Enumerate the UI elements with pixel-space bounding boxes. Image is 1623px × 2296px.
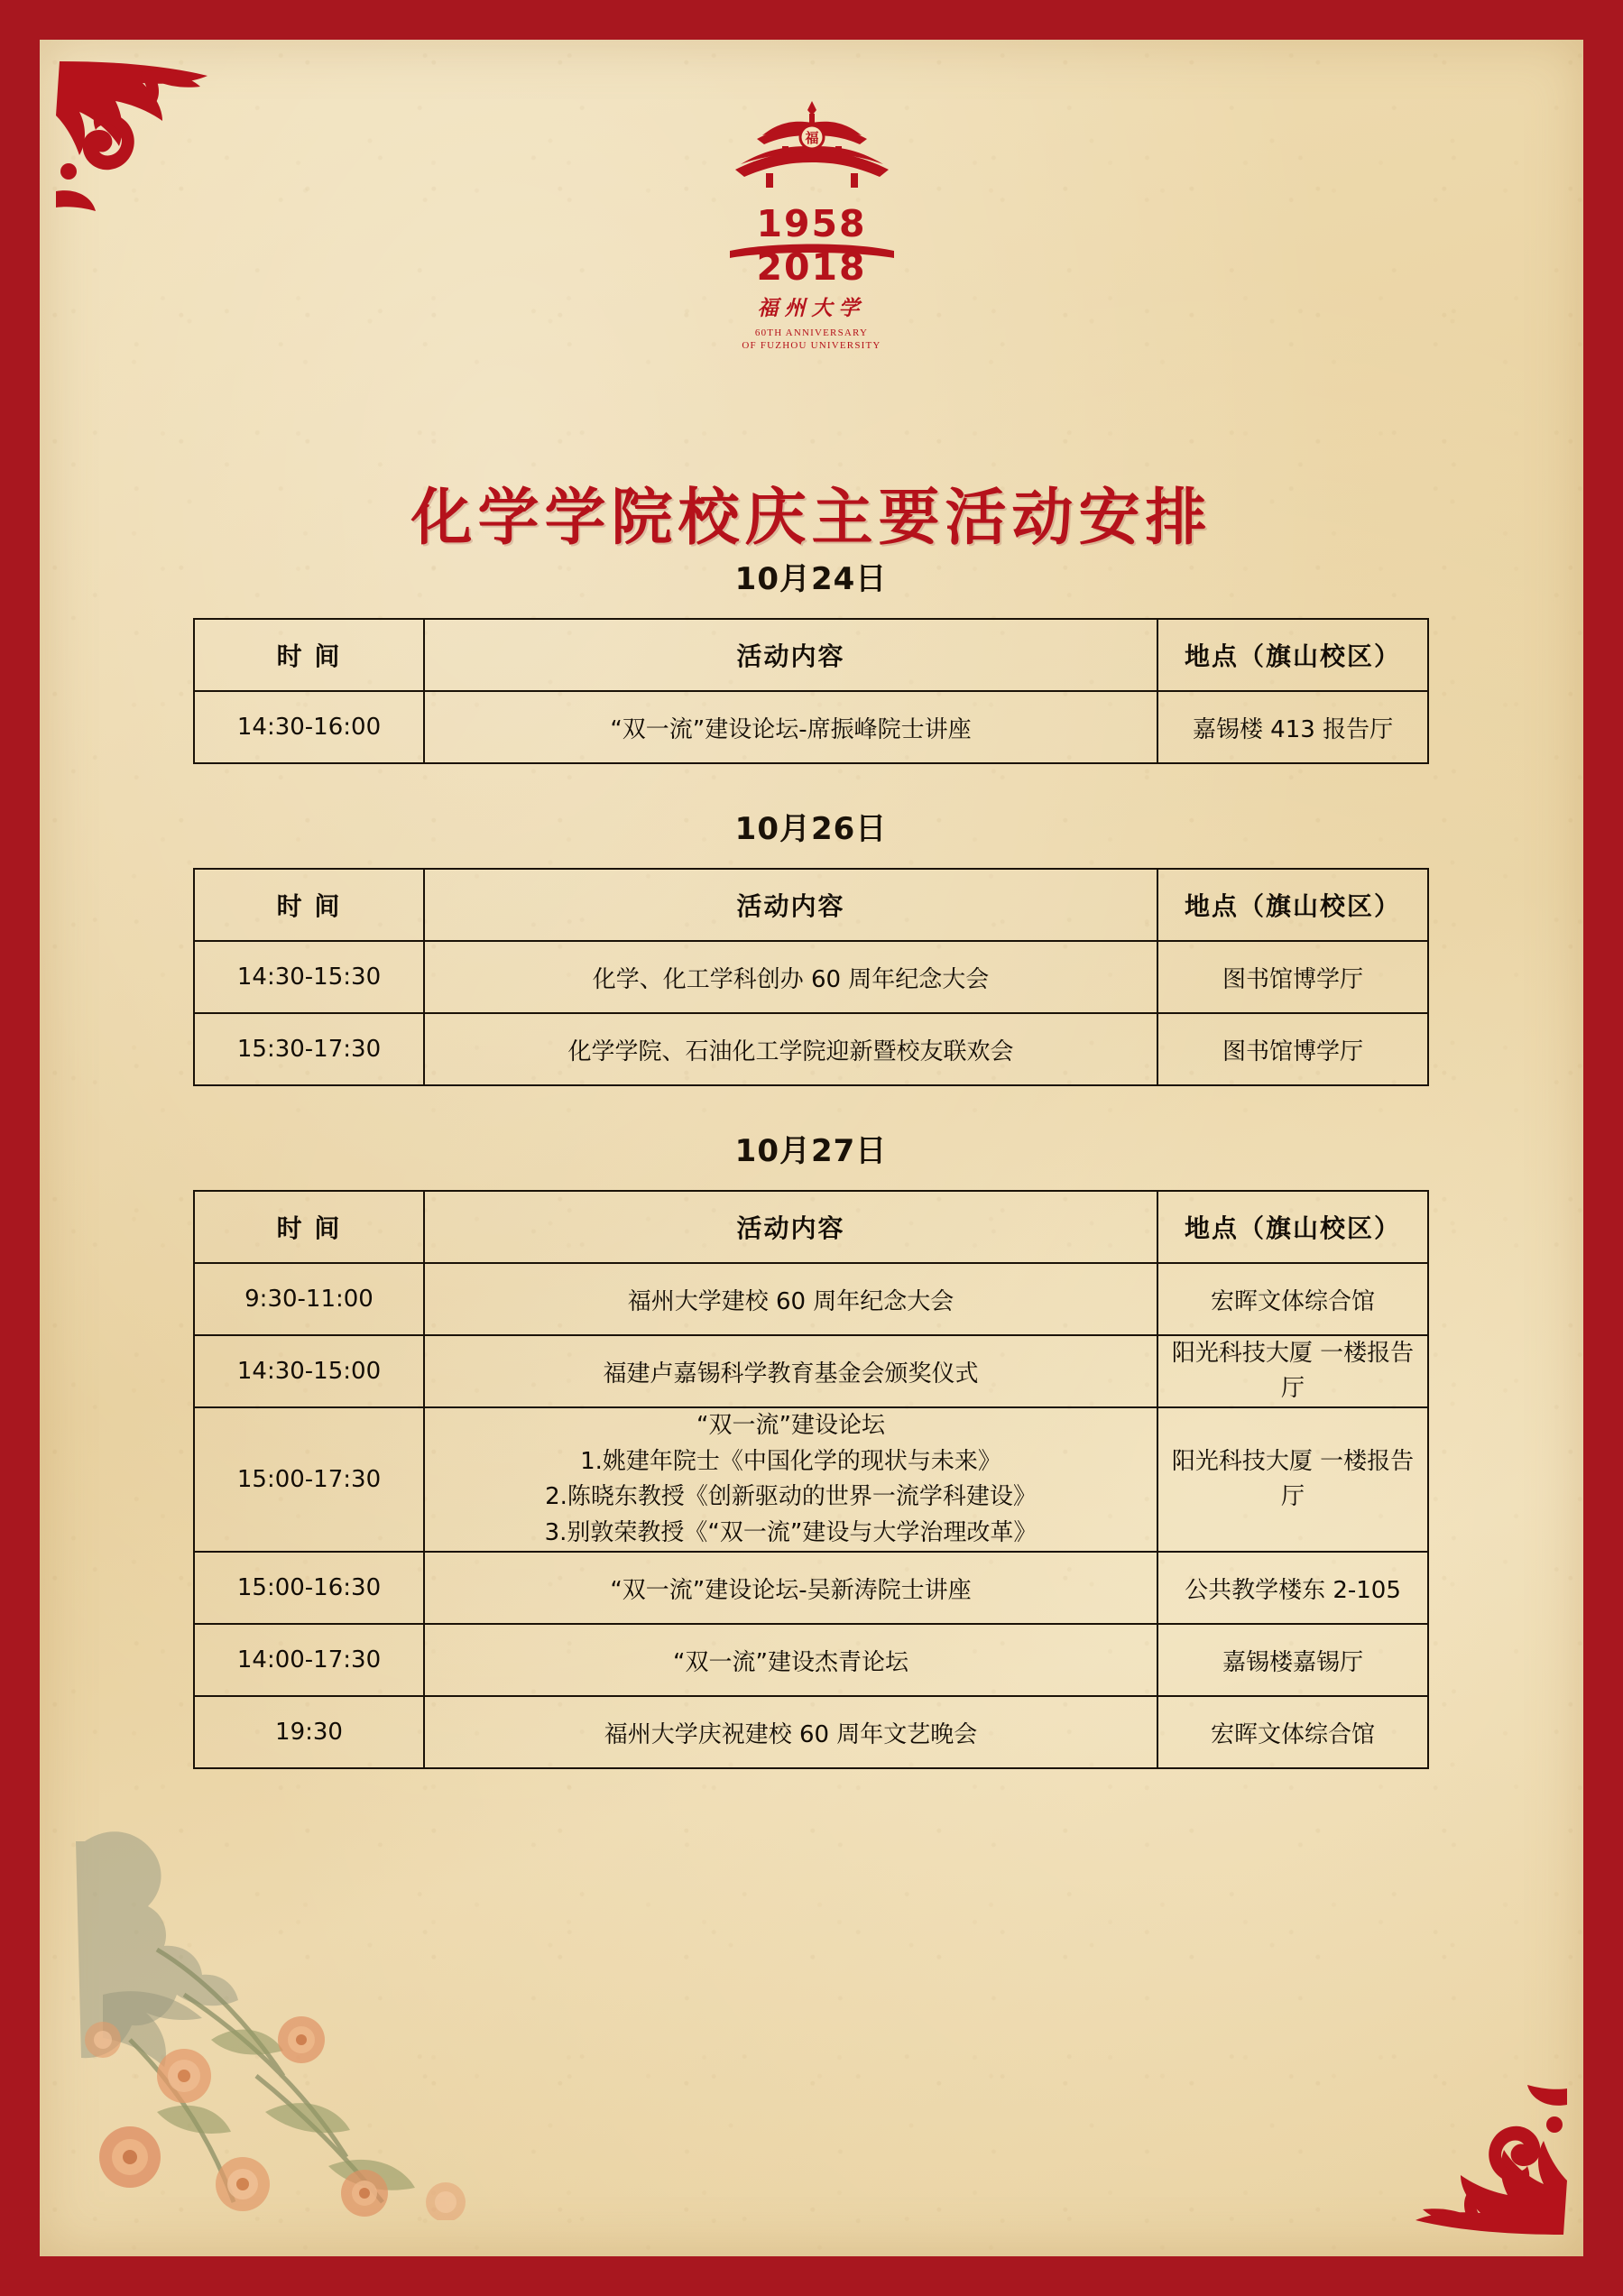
cell-venue: 嘉锡楼 413 报告厅 bbox=[1157, 691, 1428, 763]
col-header-time: 时 间 bbox=[194, 1191, 424, 1263]
table-header-row bbox=[194, 869, 1428, 941]
col-header-venue: 地点（旗山校区） bbox=[1157, 619, 1428, 691]
cell-venue: 图书馆博学厅 bbox=[1157, 1013, 1428, 1085]
venue-line: 一楼报告厅 bbox=[1280, 1448, 1415, 1511]
date-heading-2: 10月26日 bbox=[734, 811, 888, 847]
cell-time: 15:00-17:30 bbox=[194, 1407, 424, 1552]
activity-line: “双一流”建设论坛 bbox=[696, 1412, 885, 1439]
anniversary-emblem bbox=[40, 96, 1583, 351]
schedule-table-3 bbox=[193, 1190, 1429, 1769]
cell-time: 14:30-15:00 bbox=[194, 1335, 424, 1407]
date-heading-1: 10月24日 bbox=[734, 561, 888, 597]
col-header-activity: 活动内容 bbox=[424, 869, 1157, 941]
cell-activity bbox=[424, 1407, 1157, 1552]
activity-line: 3.别敦荣教授《“双一流”建设与大学治理改革》 bbox=[544, 1518, 1037, 1546]
emblem-graphic bbox=[699, 96, 925, 308]
table-row bbox=[194, 1013, 1428, 1085]
col-header-venue: 地点（旗山校区） bbox=[1157, 869, 1428, 941]
table-header-row bbox=[194, 1191, 1428, 1263]
venue-line: 阳光科技大厦 bbox=[1171, 1448, 1313, 1476]
cell-time: 15:00-16:30 bbox=[194, 1552, 424, 1624]
cell-activity: 化学、化工学科创办 60 周年纪念大会 bbox=[424, 941, 1157, 1013]
cell-time: 9:30-11:00 bbox=[194, 1263, 424, 1335]
cell-activity: “双一流”建设论坛-席振峰院士讲座 bbox=[424, 691, 1157, 763]
table-row bbox=[194, 1696, 1428, 1768]
cell-activity: 福建卢嘉锡科学教育基金会颁奖仪式 bbox=[424, 1335, 1157, 1407]
cell-venue bbox=[1157, 1407, 1428, 1552]
table-row bbox=[194, 691, 1428, 763]
cell-activity: 化学学院、石油化工学院迎新暨校友联欢会 bbox=[424, 1013, 1157, 1085]
date-heading-3: 10月27日 bbox=[734, 1133, 888, 1169]
schedule-table-1 bbox=[193, 618, 1429, 764]
cell-venue: 嘉锡楼嘉锡厅 bbox=[1157, 1624, 1428, 1696]
col-header-venue: 地点（旗山校区） bbox=[1157, 1191, 1428, 1263]
activity-line: 2.陈晓东教授《创新驱动的世界一流学科建设》 bbox=[545, 1483, 1037, 1511]
col-header-time: 时 间 bbox=[194, 619, 424, 691]
fu-character: 福 bbox=[804, 130, 819, 146]
table-header-row bbox=[194, 619, 1428, 691]
col-header-activity: 活动内容 bbox=[424, 619, 1157, 691]
poster-paper bbox=[40, 40, 1583, 2256]
cell-time: 14:30-16:00 bbox=[194, 691, 424, 763]
cell-venue bbox=[1157, 1335, 1428, 1407]
cell-venue: 宏晖文体综合馆 bbox=[1157, 1696, 1428, 1768]
col-header-activity: 活动内容 bbox=[424, 1191, 1157, 1263]
emblem-years: 1958 2018 bbox=[756, 202, 867, 289]
cell-venue: 公共教学楼东 2-105 bbox=[1157, 1552, 1428, 1624]
cell-activity: 福州大学建校 60 周年纪念大会 bbox=[424, 1263, 1157, 1335]
cell-venue: 宏晖文体综合馆 bbox=[1157, 1263, 1428, 1335]
table-row bbox=[194, 1407, 1428, 1552]
schedule-table-2 bbox=[193, 868, 1429, 1086]
col-header-time: 时 间 bbox=[194, 869, 424, 941]
table-row bbox=[194, 1335, 1428, 1407]
cell-time: 14:00-17:30 bbox=[194, 1624, 424, 1696]
cell-time: 14:30-15:30 bbox=[194, 941, 424, 1013]
activity-line: 1.姚建年院士《中国化学的现状与未来》 bbox=[580, 1447, 1001, 1475]
cell-time: 15:30-17:30 bbox=[194, 1013, 424, 1085]
cell-activity: “双一流”建设杰青论坛 bbox=[424, 1624, 1157, 1696]
table-row bbox=[194, 1624, 1428, 1696]
venue-line: 阳光科技大厦 bbox=[1171, 1340, 1313, 1367]
venue-line: 一楼报告厅 bbox=[1280, 1340, 1415, 1402]
schedule-content bbox=[193, 554, 1429, 1769]
table-row bbox=[194, 1263, 1428, 1335]
emblem-en-line2: OF FUZHOU UNIVERSITY bbox=[742, 340, 881, 351]
cell-activity: “双一流”建设论坛-吴新涛院士讲座 bbox=[424, 1552, 1157, 1624]
corner-ornament-bottom-right bbox=[1360, 2069, 1567, 2240]
cell-activity: 福州大学庆祝建校 60 周年文艺晚会 bbox=[424, 1696, 1157, 1768]
cell-time: 19:30 bbox=[194, 1696, 424, 1768]
page-title: 化学学院校庆主要活动安排 bbox=[410, 482, 1213, 554]
cell-venue: 图书馆博学厅 bbox=[1157, 941, 1428, 1013]
table-row bbox=[194, 1552, 1428, 1624]
emblem-university-name: 福州大学 bbox=[757, 297, 866, 319]
emblem-en-line1: 60TH ANNIVERSARY bbox=[754, 327, 869, 338]
table-row bbox=[194, 941, 1428, 1013]
